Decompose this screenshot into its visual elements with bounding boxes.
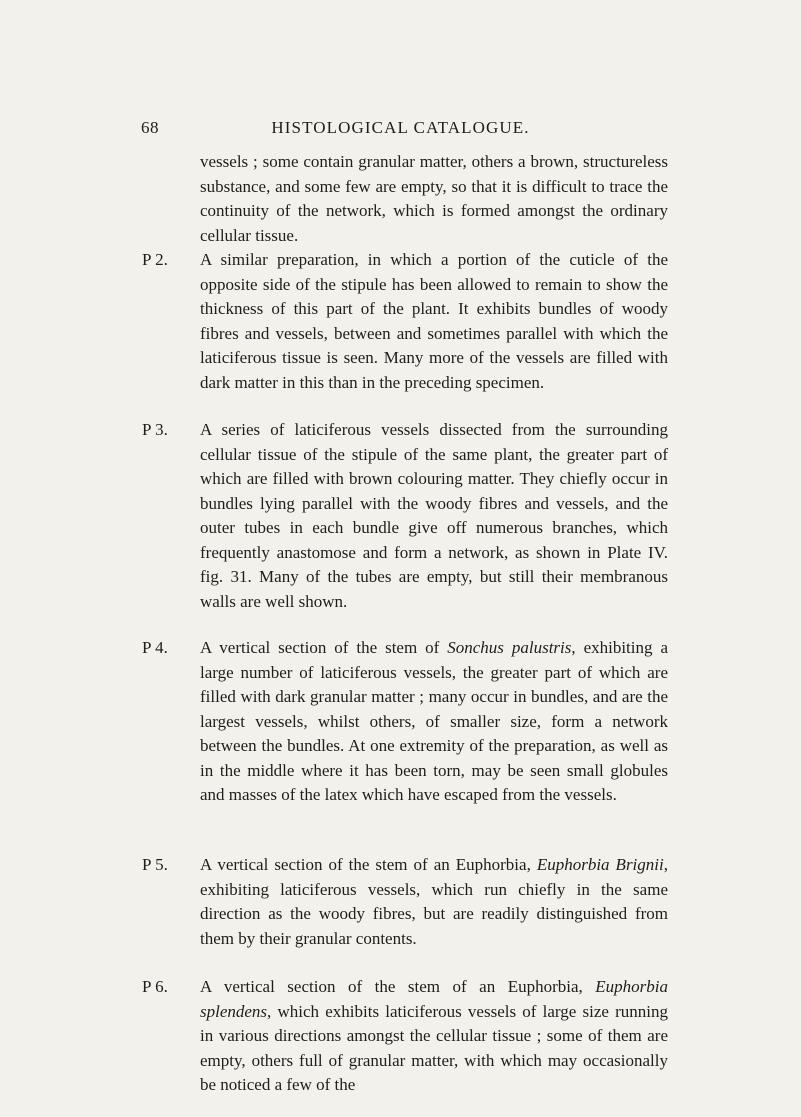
- entry-text: , exhibiting a large number of laticiferous vessels, the greater part of which are filled with dark granular matter ; many occur in bundles, and are the largest vessels, whilst others, of smaller size, form a network between the bundles. At one extremity of the preparation, as well as in the middle where it has been torn, may be seen small globules and masses of the latex which have escaped from the vessels.: [200, 638, 668, 804]
- entry-label: P 4.: [142, 638, 168, 657]
- entry-label: P 3.: [142, 420, 168, 439]
- catalogue-entry-p2: [142, 248, 668, 395]
- entry-text: A vertical section of the stem of an Euphorbia,: [200, 977, 596, 996]
- entry-label: P 2.: [142, 250, 168, 269]
- entry-label: P 5.: [142, 855, 168, 874]
- entry-text: , exhibiting laticiferous vessels, which run chiefly in the same direction as the woody fibres, but are readily distinguished from them by their granular contents.: [200, 855, 668, 948]
- species-name: Sonchus palustris: [447, 638, 572, 657]
- species-name: Euphorbia splendens: [200, 977, 668, 1021]
- entry-text: A vertical section of the stem of: [200, 638, 448, 657]
- page-number: 68: [141, 118, 159, 137]
- entry-text: A vertical section of the stem of an Euphorbia,: [200, 855, 537, 874]
- catalogue-entry-p4: [142, 636, 668, 808]
- entry-label: P 6.: [142, 977, 168, 996]
- entry-text: A series of laticiferous vessels dissected from the surrounding cellular tissue of the stipule of the same plant, the greater part of which are filled with brown colouring matter. They chiefly occur in bundles lying parallel with the woody fibres and vessels, and the outer tubes in each bundle give off numerous branches, which frequently anastomose and form a network, as shown in Plate IV. fig. 31. Many of the tubes are empty, but still their membranous walls are well shown.: [200, 420, 668, 611]
- continuation-paragraph: vessels ; some contain granular matter, others a brown, structureless substance, and some few are empty, so that it is difficult to trace the continuity of the network, which is formed amongst the ordinary cellular tissue.: [200, 152, 668, 245]
- catalogue-entry-p6: [142, 975, 668, 1098]
- catalogue-entry-p3: [142, 418, 668, 614]
- page-header: [0, 118, 801, 140]
- species-name: Euphorbia Brignii: [536, 855, 664, 874]
- running-head: HISTOLOGICAL CATALOGUE.: [271, 118, 530, 137]
- entry-text: , which exhibits laticiferous vessels of large size running in various directions amongst the cellular tissue ; some of them are empty, others full of granular matter, with which may occasionally be noticed a few of the: [200, 1001, 668, 1094]
- catalogue-entry-p5: [142, 853, 668, 951]
- entry-text: A similar preparation, in which a portion of the cuticle of the opposite side of the stipule has been allowed to remain to show the thickness of this part of the plant. It exhibits bundles of woody fibres and vessels, between and sometimes parallel with which the laticiferous tissue is seen. Many more of the vessels are filled with dark matter in this than in the preceding specimen.: [200, 250, 668, 392]
